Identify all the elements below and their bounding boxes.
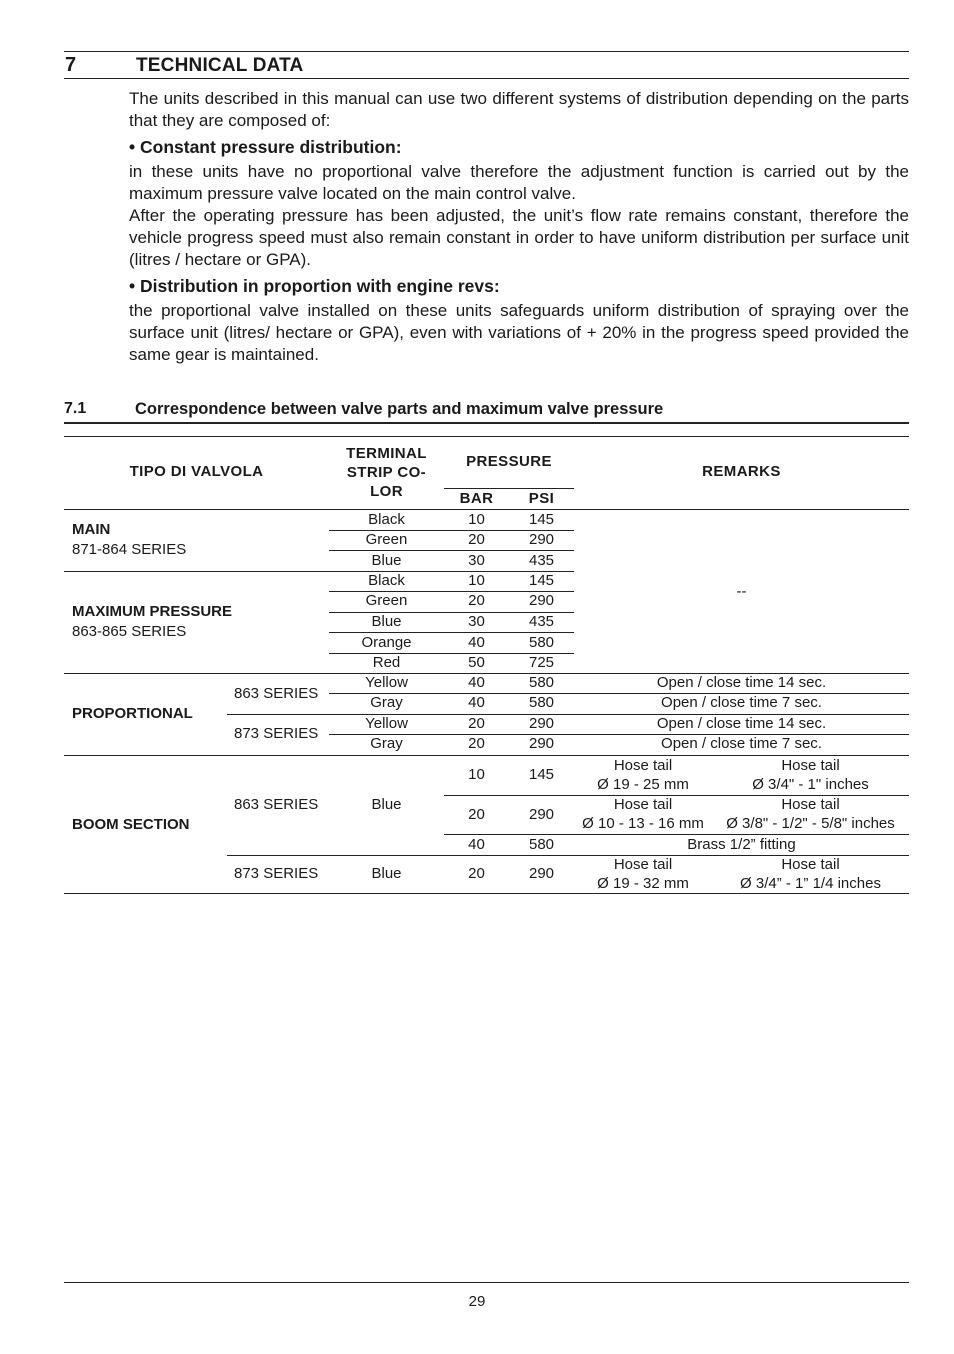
remark-dash: -- [736,583,747,600]
table-cell: Blue [371,613,402,630]
subsection-title: Correspondence between valve parts and maximum valve pressure [135,400,664,418]
table-cell: 290 [528,865,555,882]
boom-series-863: 863 SERIES [234,796,319,813]
table-cell: 20 [468,865,485,882]
footer-rule [64,1282,909,1283]
table-cell: Hose tail [781,757,840,774]
table-cell: 290 [528,806,555,823]
proportional-paragraph: the proportional valve installed on these units safeguards uniform distribution of spraying over the surface unit (litres/ hectare or GPA), even with variations of + 20% in the progress speed provided the same gear is maintained. [129,301,909,364]
table-cell: 580 [528,634,555,651]
table-cell: 580 [528,694,555,711]
table-cell: 20 [468,592,485,609]
table-cell: Red [372,654,401,671]
header-pressure: PRESSURE [466,453,552,470]
table-cell: 50 [468,654,485,671]
table-cell: Ø 19 - 25 mm [597,776,689,793]
boom-label: BOOM SECTION [72,816,190,833]
table-cell: 20 [468,735,485,752]
table-cell: 30 [468,613,485,630]
table-cell: Yellow [365,715,408,732]
table-cell: 40 [468,836,485,853]
table-cell: Ø 3/8" - 1/2" - 5/8" inches [726,815,895,832]
constant-paragraph-2: After the operating pressure has been adjusted, the unit’s flow rate remains constant, therefore the vehicle progress speed must also remain constant in order to have uniform distribution per surface unit (litres / hectare or GPA). [129,206,909,269]
header-psi: PSI [528,490,555,507]
proportional-series-873: 873 SERIES [234,725,319,742]
table-cell: Ø 3/4” - 1” 1/4 inches [740,875,881,892]
table-cell: Brass 1/2” fitting [687,836,796,853]
constant-heading: • Constant pressure distribution: [129,137,402,157]
constant-paragraph-1: in these units have no proportional valve therefore the adjustment function is carried out by the maximum pressure valve located on the main control valve. [129,162,909,203]
table-cell: Black [368,511,405,528]
table-cell: Green [365,592,408,609]
intro-paragraph: The units described in this manual can use two different systems of distribution depending on the parts that they are composed of: [129,89,909,130]
table-cell: Ø 3/4" - 1" inches [752,776,869,793]
subsection-number: 7.1 [64,400,87,417]
table-cell: Hose tail [613,796,673,813]
proportional-heading: • Distribution in proportion with engine revs: [129,276,500,296]
table-cell: 290 [528,531,555,548]
table-cell: Blue [371,552,402,569]
header-bar: BAR [459,490,494,507]
subsection-heading [64,398,909,424]
table-cell: Blue [371,796,402,813]
table-rule [444,488,574,489]
maxpress-series: 863-865 SERIES [72,623,187,640]
table-cell: 435 [528,613,555,630]
main-label: MAIN [72,521,111,538]
main-series: 871-864 SERIES [72,541,187,558]
table-cell: Orange [361,634,412,651]
table-cell: 10 [468,766,485,783]
table-cell: 40 [468,674,485,691]
table-cell: 290 [528,592,555,609]
table-cell: 145 [528,511,555,528]
table-cell: Ø 19 - 32 mm [597,875,689,892]
table-cell: 580 [528,674,555,691]
table-cell: Open / close time 7 sec. [661,735,822,752]
table-cell: Blue [371,865,402,882]
header-terminal-color: TERMINAL STRIP CO- LOR [346,445,427,500]
table-cell: 40 [468,634,485,651]
header-remarks: REMARKS [702,463,781,480]
maxpress-label: MAXIMUM PRESSURE [72,603,233,620]
table-cell: Hose tail [781,856,840,873]
table-cell: 20 [468,531,485,548]
table-cell: 30 [468,552,485,569]
table-cell: Hose tail [613,757,673,774]
table-top-rule [64,436,909,437]
header-valve-type: TIPO DI VALVOLA [129,463,264,480]
table-cell: 10 [468,511,485,528]
table-cell: Gray [370,735,403,752]
table-cell: Open / close time 14 sec. [656,674,827,691]
table-cell: 10 [468,572,485,589]
section-number: 7 [65,54,77,76]
table-cell: 145 [528,572,555,589]
table-cell: 145 [528,766,555,783]
table-cell: Open / close time 14 sec. [656,715,827,732]
table-cell: 580 [528,836,555,853]
boom-series-873: 873 SERIES [234,865,319,882]
table-cell: 435 [528,552,555,569]
table-cell: Yellow [365,674,408,691]
table-cell: Ø 10 - 13 - 16 mm [582,815,704,832]
section-title: TECHNICAL DATA [136,55,304,76]
table-cell: 290 [528,715,555,732]
table-cell: 20 [468,806,485,823]
table-cell: Hose tail [613,856,673,873]
table-bottom-rule [64,893,909,894]
proportional-label: PROPORTIONAL [72,705,193,722]
table-cell: Open / close time 7 sec. [661,694,822,711]
section-heading [64,51,909,79]
table-cell: 40 [468,694,485,711]
table-cell: Hose tail [781,796,840,813]
page-number: 29 [468,1293,486,1310]
proportional-series-863: 863 SERIES [234,685,319,702]
body-text [129,88,909,366]
table-cell: Gray [370,694,403,711]
table-cell: 725 [528,654,555,671]
table-cell: Black [368,572,405,589]
table-cell: 290 [528,735,555,752]
table-cell: 20 [468,715,485,732]
table-cell: Green [365,531,408,548]
